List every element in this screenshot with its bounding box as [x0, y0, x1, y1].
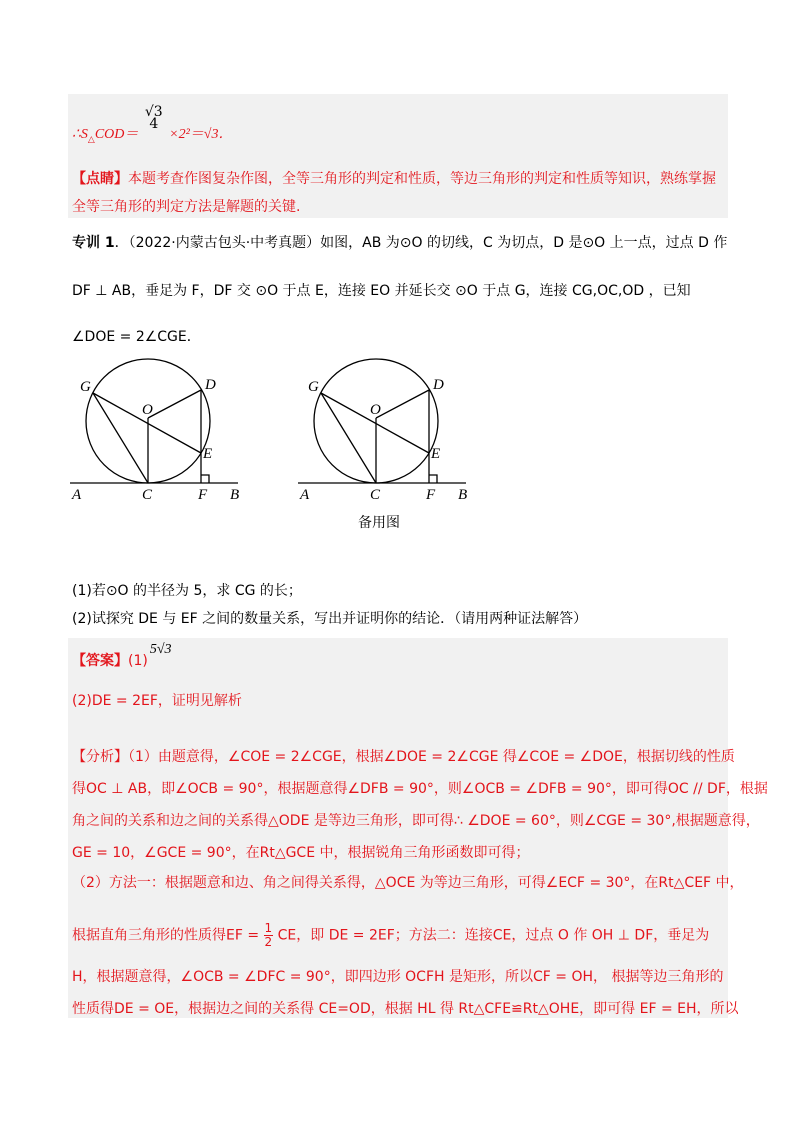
analysis-line3: 角之间的关系和边之间的关系得△ODE 是等边三角形，即可得∴ ∠DOE = 60°，则∠CGE = 30°,根据题意得，	[72, 813, 760, 829]
analysis-line8: 性质得DE = OE，根据边之间的关系得 CE=OD，根据 HL 得 Rt△CFE≌Rt△OHE，即可得 EF = EH，所以	[72, 1001, 739, 1017]
half-numerator: 1	[264, 921, 273, 935]
label-D: D	[433, 377, 444, 393]
label-F: F	[198, 487, 208, 502]
label-E: E	[203, 446, 213, 462]
label-E: E	[431, 446, 441, 462]
label-B: B	[458, 487, 468, 502]
label-A: A	[300, 487, 310, 502]
label-O: O	[370, 402, 381, 418]
answer-1-value: 5√3	[149, 642, 172, 657]
dianjing-tag: 【点睛】	[72, 171, 128, 187]
label-F: F	[426, 487, 436, 502]
label-G: G	[80, 379, 91, 395]
analysis-line4: GE = 10，∠GCE = 90°，在Rt△GCE 中，根据锐角三角形函数即可得；	[72, 845, 530, 861]
label-G: G	[308, 379, 319, 395]
analysis-line6-b: CE，即 DE = 2EF；方法二：连接CE，过点 O 作 OH ⊥ DF，垂足为	[277, 927, 710, 944]
problem-line3: ∠DOE = 2∠CGE．	[72, 329, 201, 345]
area-formula	[72, 104, 233, 150]
dianjing-text1: 本题考查作图复杂作图，全等三角形的判定和性质，等边三角形的判定和性质等知识，熟练掌握	[128, 171, 716, 187]
dianjing-line1	[72, 168, 716, 188]
answer-line2: (2)DE = 2EF，证明见解析	[72, 693, 242, 709]
half-denominator: 2	[264, 935, 273, 949]
fraction-denominator: 4	[149, 116, 159, 132]
geometry-figure-main	[68, 356, 258, 502]
answer-1-prefix: (1)	[128, 653, 148, 669]
dianjing-line2: 全等三角形的判定方法是解题的关键.	[72, 199, 301, 215]
problem-line1	[72, 232, 727, 252]
answer-tag: 【答案】	[72, 653, 128, 669]
problem-label: 专训 1	[72, 235, 115, 251]
analysis-line5: （2）方法一：根据题意和边、角之间得关系得，△OCE 为等边三角形，可得∠ECF = 30°，在Rt△CEF 中，	[72, 875, 744, 891]
question-1: (1)若⊙O 的半径为 5，求 CG 的长；	[72, 583, 302, 599]
question-2: (2)试探究 DE 与 EF 之间的数量关系，写出并证明你的结论．（请用两种证法解答）	[72, 611, 588, 627]
formula-prefix: ∴S	[72, 127, 88, 142]
formula-rest: ×2²＝√3．	[169, 127, 233, 142]
analysis-line2: 得OC ⊥ AB，即∠OCB = 90°，根据题意得∠DFB = 90°，则∠OCB = ∠DFB = 90°，即可得OC // DF，根据	[72, 781, 768, 797]
label-O: O	[142, 402, 153, 418]
formula-cod: COD＝	[94, 127, 139, 142]
formula-sub: △	[87, 134, 95, 145]
fraction-numerator: √3	[144, 104, 163, 120]
half-fraction	[264, 922, 274, 949]
analysis-line6	[72, 922, 709, 949]
label-C: C	[370, 487, 381, 502]
label-D: D	[205, 377, 216, 393]
label-C: C	[142, 487, 153, 502]
problem-line2: DF ⊥ AB，垂足为 F，DF 交 ⊙O 于点 E，连接 EO 并延长交 ⊙O 于点 G，连接 CG,OC,OD ，已知	[72, 283, 691, 299]
geometry-figure-spare	[296, 356, 486, 502]
figure-caption: 备用图	[358, 515, 400, 531]
analysis-line1: 【分析】（1）由题意得，∠COE = 2∠CGE，根据∠DOE = 2∠CGE 得∠COE = ∠DOE，根据切线的性质	[72, 749, 735, 765]
label-B: B	[230, 487, 240, 502]
analysis-line6-a: 根据直角三角形的性质得EF =	[72, 927, 260, 944]
analysis-line7: H，根据题意得，∠OCB = ∠DFC = 90°，即四边形 OCFH 是矩形，所以CF = OH， 根据等边三角形的	[72, 969, 724, 985]
label-A: A	[72, 487, 82, 502]
fraction	[144, 104, 163, 150]
answer-line1	[72, 642, 172, 670]
problem-text1: ．（2022·内蒙古包头·中考真题）如图，AB 为⊙O 的切线，C 为切点，D 是⊙O 上一点，过点 D 作	[114, 235, 728, 251]
